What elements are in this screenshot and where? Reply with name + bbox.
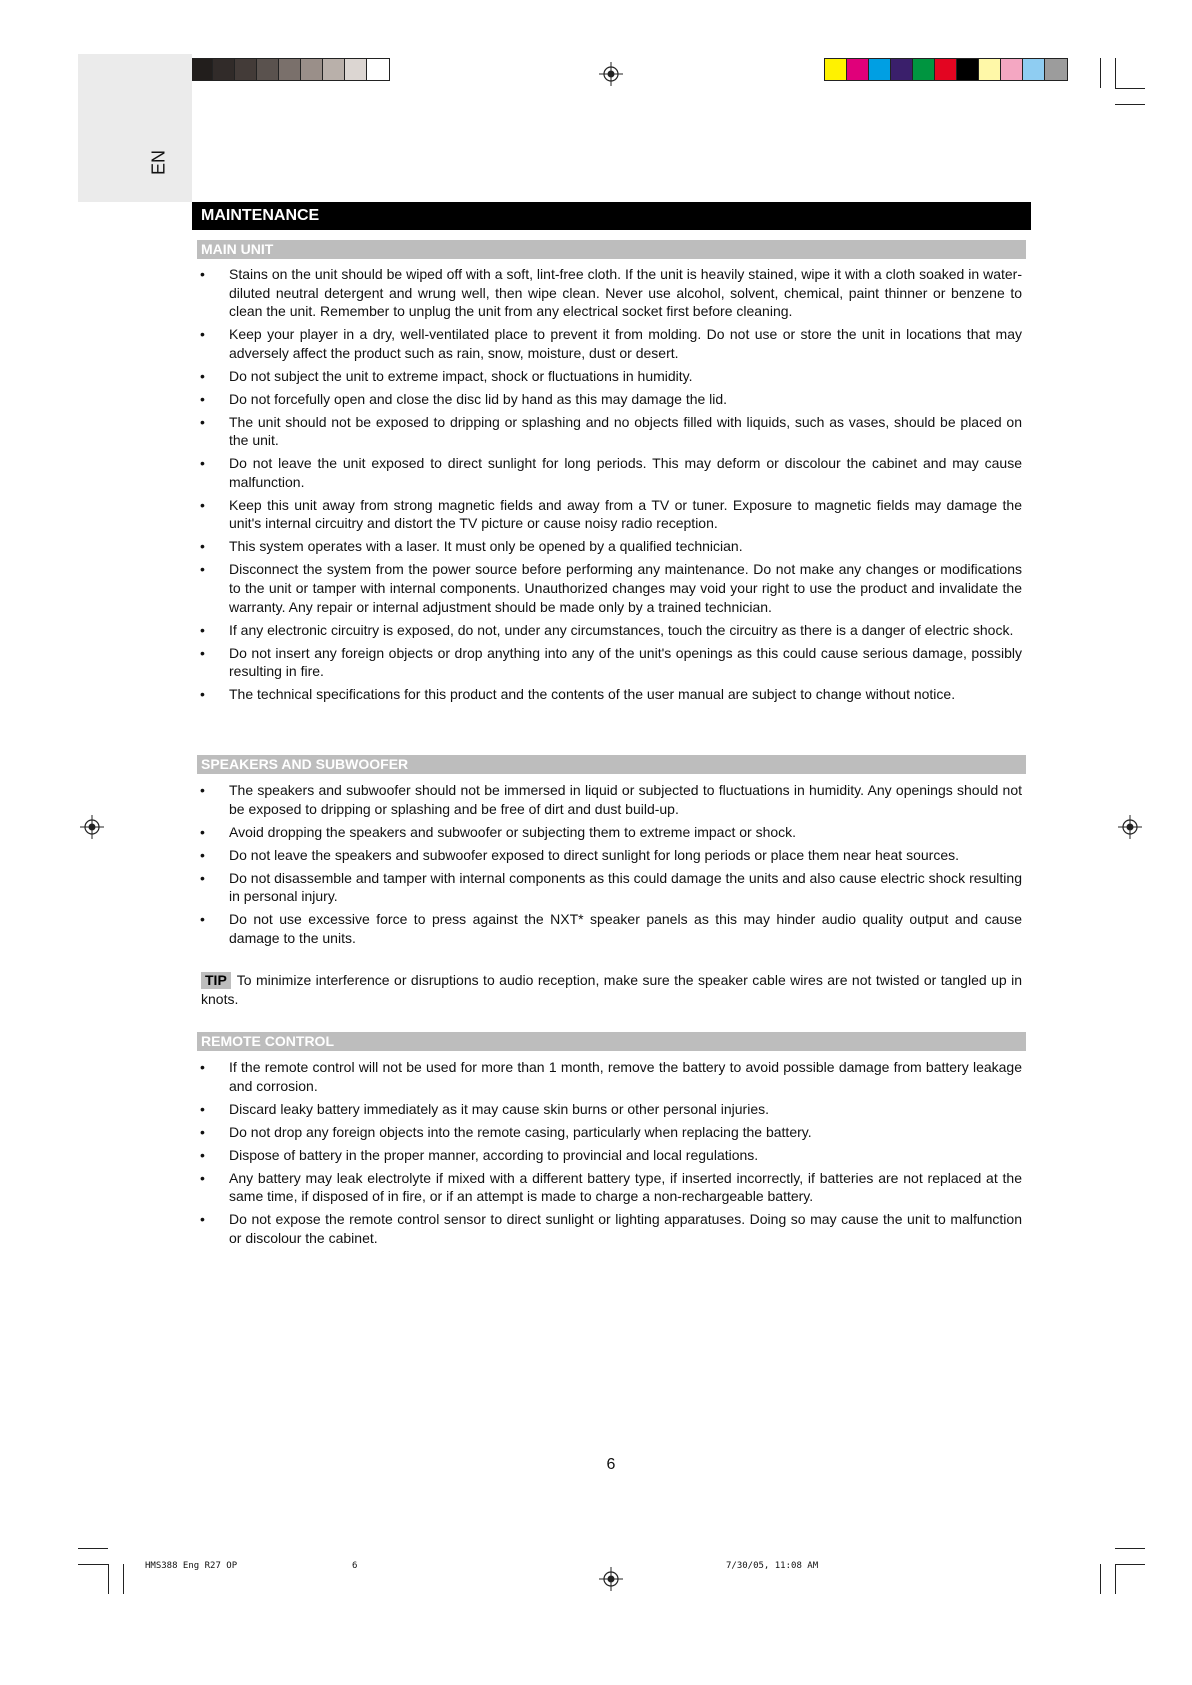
crop-mark xyxy=(78,1548,108,1549)
registration-mark-icon xyxy=(1118,815,1142,839)
page-number: 6 xyxy=(606,1456,616,1473)
crop-mark xyxy=(108,1564,109,1594)
remote-control-list xyxy=(200,1058,1022,1252)
tip-text: To minimize interference or disruptions to audio reception, make sure the speaker cable wires are not twisted or tangled up in knots. xyxy=(201,972,1022,1007)
color-swatch xyxy=(891,59,913,80)
page-title: MAINTENANCE xyxy=(192,202,1031,230)
list-item: • The technical specifications for this product and the contents of the user manual are subject to change without notice. xyxy=(200,685,1022,704)
footer-date: 7/30/05, 11:08 AM xyxy=(726,1561,819,1571)
language-tab xyxy=(78,54,192,202)
list-item: • Avoid dropping the speakers and subwoofer or subjecting them to extreme impact or shock. xyxy=(200,823,1022,842)
list-item: • Dispose of battery in the proper manner, according to provincial and local regulations. xyxy=(200,1146,1022,1165)
gray-swatch xyxy=(213,59,235,80)
registration-mark-icon xyxy=(80,815,104,839)
section-heading-speakers: SPEAKERS AND SUBWOOFER xyxy=(197,755,1026,774)
color-swatch xyxy=(1001,59,1023,80)
list-item: • Do not insert any foreign objects or drop anything into any of the unit's openings as this could cause serious damage, possibly resulting in fire. xyxy=(200,644,1022,681)
color-swatch xyxy=(957,59,979,80)
section-heading-main-unit: MAIN UNIT xyxy=(197,240,1026,259)
color-swatch xyxy=(1023,59,1045,80)
language-label: EN xyxy=(148,150,169,176)
list-item: • Keep this unit away from strong magnetic fields and away from a TV or tuner. Exposure to magnetic fields may damage the unit's internal circuitry and distort the TV picture or cause noisy radio reception. xyxy=(200,496,1022,533)
gray-swatch xyxy=(367,59,389,80)
list-item: • Any battery may leak electrolyte if mixed with a different battery type, if inserted incorrectly, if batteries are not replaced at the same time, if disposed of in fire, or if an attempt is made to charge a non-rechargeable battery. xyxy=(200,1169,1022,1206)
color-swatch xyxy=(847,59,869,80)
list-item: • Do not use excessive force to press against the NXT* speaker panels as this may hinder audio quality output and cause damage to the units. xyxy=(200,910,1022,947)
crop-mark xyxy=(1115,1564,1145,1565)
crop-mark xyxy=(1115,1564,1116,1594)
list-item: • This system operates with a laser. It must only be opened by a qualified technician. xyxy=(200,537,1022,556)
list-item: • Do not subject the unit to extreme impact, shock or fluctuations in humidity. xyxy=(200,367,1022,386)
gray-swatch xyxy=(301,59,323,80)
gray-swatch xyxy=(235,59,257,80)
tip-note xyxy=(201,971,1022,1008)
crop-mark xyxy=(123,1564,124,1594)
footer-file-name: HMS388 Eng R27 OP xyxy=(145,1561,238,1571)
registration-mark-icon xyxy=(599,62,623,86)
list-item: • If the remote control will not be used for more than 1 month, remove the battery to avoid possible damage from battery leakage and corrosion. xyxy=(200,1058,1022,1095)
gray-swatch xyxy=(345,59,367,80)
color-swatch xyxy=(869,59,891,80)
crop-mark xyxy=(1100,1564,1101,1594)
footer-page: 6 xyxy=(352,1561,358,1571)
list-item: • Discard leaky battery immediately as it may cause skin burns or other personal injuries. xyxy=(200,1100,1022,1119)
crop-mark xyxy=(78,1564,108,1565)
list-item: • Do not expose the remote control sensor to direct sunlight or lighting apparatuses. Doing so may cause the unit to malfunction or discolour the cabinet. xyxy=(200,1210,1022,1247)
crop-mark xyxy=(1115,88,1145,89)
color-swatch xyxy=(913,59,935,80)
list-item: • Do not disassemble and tamper with internal components as this could damage the units and also cause electric shock resulting in personal injury. xyxy=(200,869,1022,906)
list-item: • Do not drop any foreign objects into the remote casing, particularly when replacing the battery. xyxy=(200,1123,1022,1142)
crop-mark xyxy=(1100,58,1101,88)
crop-mark xyxy=(1115,58,1116,88)
process-color-bar xyxy=(824,58,1068,81)
color-swatch xyxy=(935,59,957,80)
gray-swatch xyxy=(257,59,279,80)
speakers-list xyxy=(200,781,1022,952)
list-item: • Do not leave the unit exposed to direct sunlight for long periods. This may deform or discolour the cabinet and may cause malfunction. xyxy=(200,454,1022,491)
list-item: • If any electronic circuitry is exposed, do not, under any circumstances, touch the circuitry as there is a danger of electric shock. xyxy=(200,621,1022,640)
list-item: • Stains on the unit should be wiped off with a soft, lint-free cloth. If the unit is heavily stained, wipe it with a cloth soaked in water-diluted neutral detergent and wrung well, then wipe clean. Never use alcohol, solvent, chemical, paint thinner or benzene to clean the unit. Remember to unplug the unit from any electrical socket first before cleaning. xyxy=(200,265,1022,321)
tip-badge: TIP xyxy=(201,972,231,989)
gray-swatch xyxy=(323,59,345,80)
crop-mark xyxy=(1115,104,1145,105)
color-swatch xyxy=(979,59,1001,80)
list-item: • Disconnect the system from the power source before performing any maintenance. Do not make any changes or modifications to the unit or tamper with internal components. Unauthorized changes may void your right to use the product and invalidate the warranty. Any repair or internal adjustment should be made only by a trained technician. xyxy=(200,560,1022,616)
color-swatch xyxy=(1045,59,1067,80)
list-item: • Do not leave the speakers and subwoofer exposed to direct sunlight for long periods or place them near heat sources. xyxy=(200,846,1022,865)
list-item: • Keep your player in a dry, well-ventilated place to prevent it from molding. Do not use or store the unit in locations that may adversely affect the product such as rain, snow, moisture, dust or desert. xyxy=(200,325,1022,362)
crop-mark xyxy=(1115,1548,1145,1549)
list-item: • The unit should not be exposed to dripping or splashing and no objects filled with liquids, such as vases, should be placed on the unit. xyxy=(200,413,1022,450)
list-item: • Do not forcefully open and close the disc lid by hand as this may damage the lid. xyxy=(200,390,1022,409)
color-swatch xyxy=(825,59,847,80)
main-unit-list xyxy=(200,265,1022,708)
gray-swatch xyxy=(279,59,301,80)
list-item: • The speakers and subwoofer should not be immersed in liquid or subjected to fluctuations in humidity. Any openings should not be exposed to dripping or splashing and be free of dirt and dust build-up. xyxy=(200,781,1022,818)
section-heading-remote-control: REMOTE CONTROL xyxy=(197,1032,1026,1051)
gray-swatch xyxy=(191,59,213,80)
registration-mark-icon xyxy=(599,1567,623,1591)
